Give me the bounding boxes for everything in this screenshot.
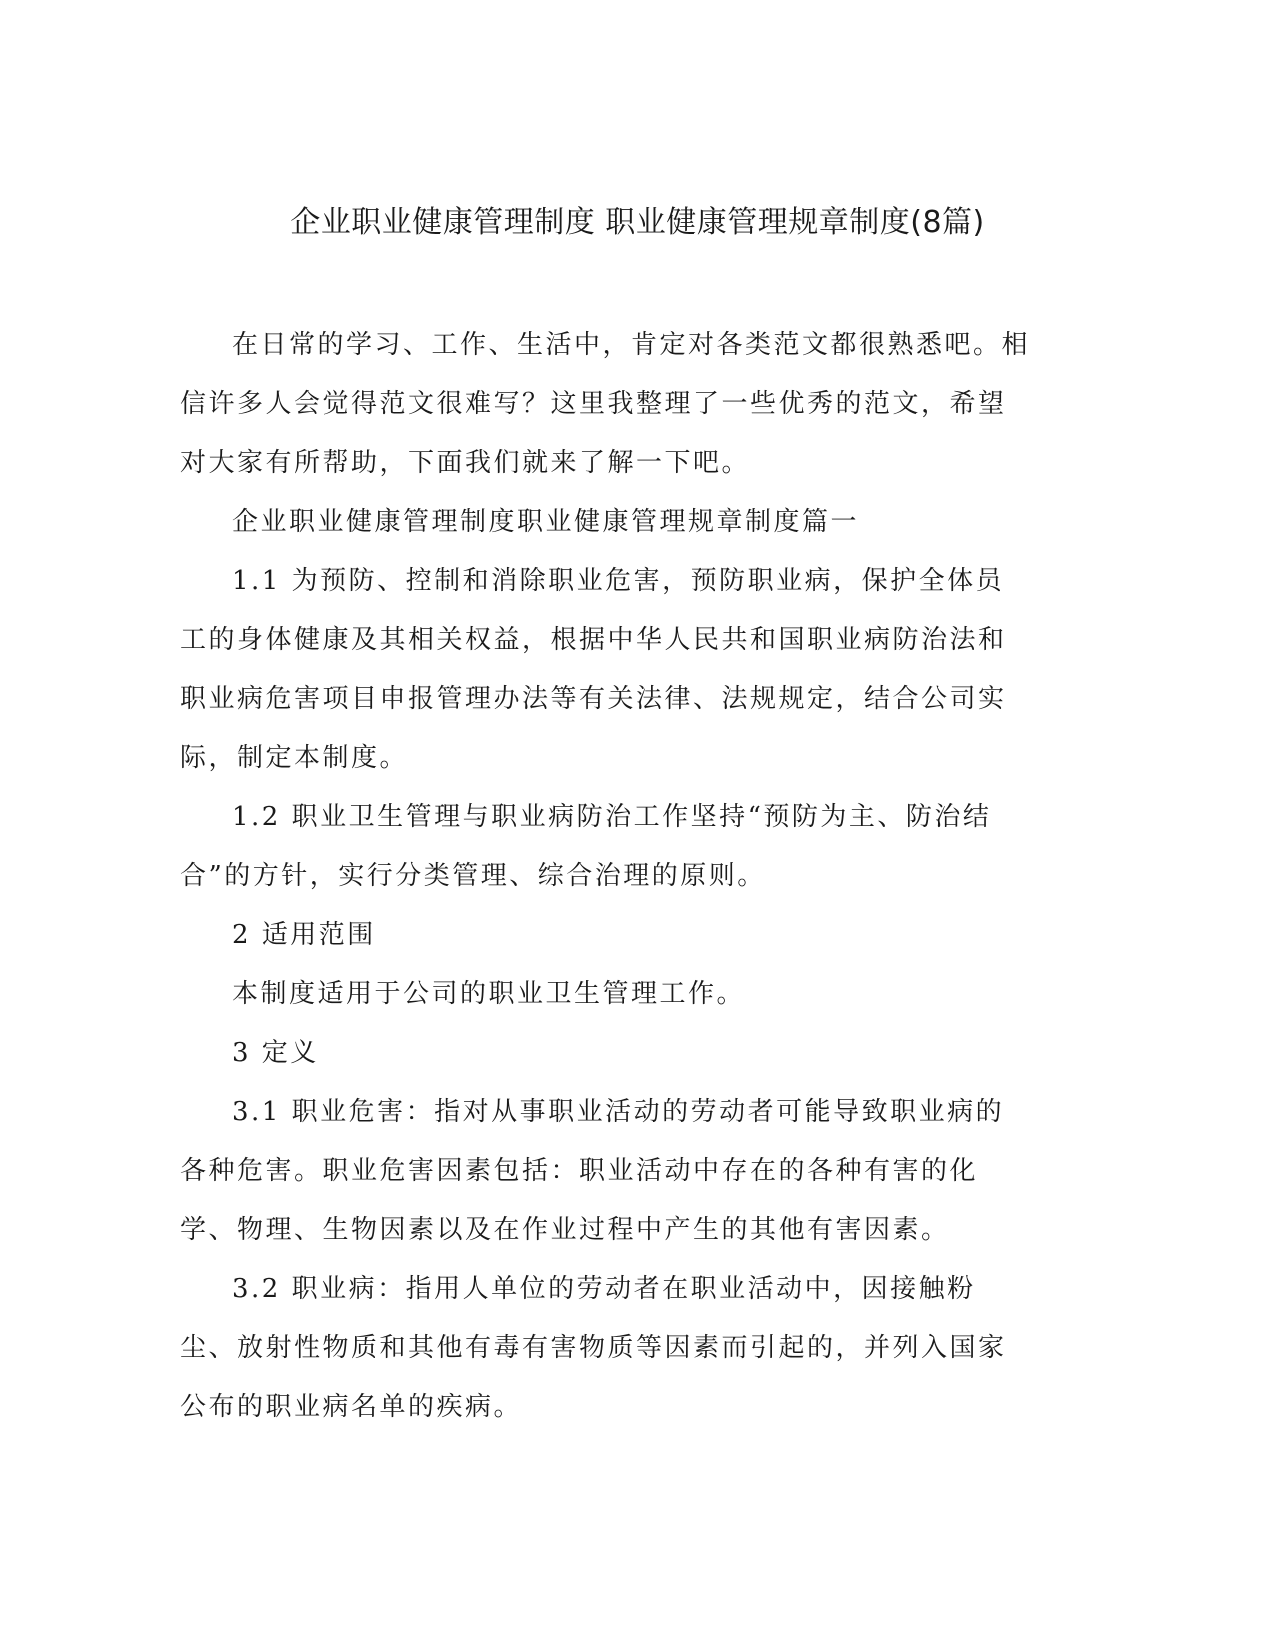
section-heading: 企业职业健康管理制度职业健康管理规章制度篇一 xyxy=(232,507,860,537)
paragraph-1-2: 1.2 职业卫生管理与职业病防治工作坚持“预防为主、防治结合”的方针，实行分类管理、综合治理的原则。 xyxy=(180,802,992,891)
heading-definitions: 3 定义 xyxy=(232,1038,319,1068)
paragraph-scope: 本制度适用于公司的职业卫生管理工作。 xyxy=(232,979,746,1009)
document-body xyxy=(180,316,1030,1437)
paragraph-1-1: 1.1 为预防、控制和消除职业危害，预防职业病，保护全体员工的身体健康及其相关权益，根据中华人民共和国职业病防治法和职业病危害项目申报管理办法等有关法律、法规规定，结合公司实际，制定本制度。 xyxy=(180,566,1007,773)
document-title: 企业职业健康管理制度 职业健康管理规章制度(8篇) xyxy=(290,205,985,240)
paragraph-3-2: 3.2 职业病：指用人单位的劳动者在职业活动中，因接触粉尘、放射性物质和其他有毒有害物质等因素而引起的，并列入国家公布的职业病名单的疾病。 xyxy=(180,1274,1007,1422)
heading-scope: 2 适用范围 xyxy=(232,920,376,950)
intro-paragraph: 在日常的学习、工作、生活中，肯定对各类范文都很熟悉吧。相信许多人会觉得范文很难写？这里我整理了一些优秀的范文，希望对大家有所帮助，下面我们就来了解一下吧。 xyxy=(180,330,1031,478)
paragraph-3-1: 3.1 职业危害：指对从事职业活动的劳动者可能导致职业病的各种危害。职业危害因素包括：职业活动中存在的各种有害的化学、物理、生物因素以及在作业过程中产生的其他有害因素。 xyxy=(180,1097,1005,1245)
